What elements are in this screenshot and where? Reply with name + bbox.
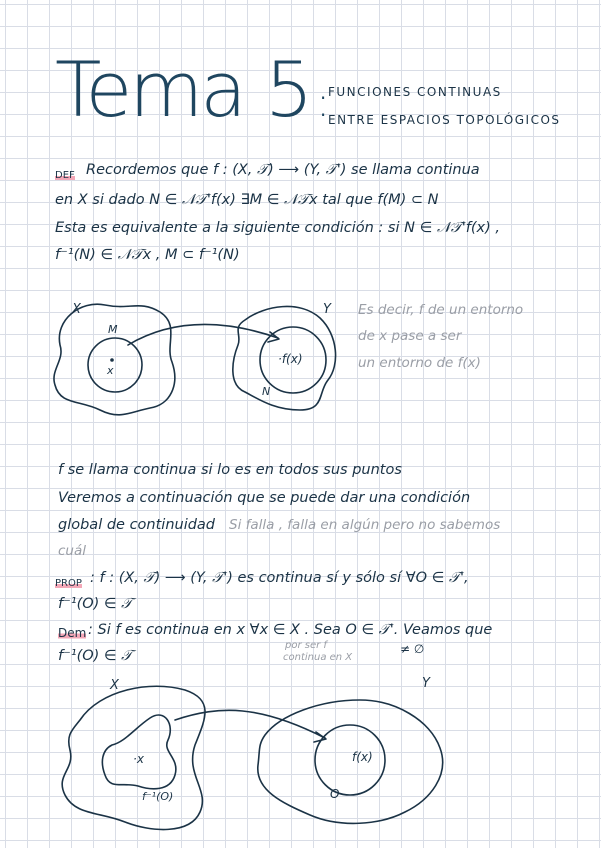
mapping-arrow-2 (175, 710, 325, 738)
global-line4-gray: cuál (58, 543, 87, 559)
label-space-x-2: X (110, 678, 119, 693)
label-space-y: Y (323, 302, 331, 317)
label-point-x: x (107, 364, 114, 377)
dem-tag: Dem (58, 626, 87, 640)
label-n: N (262, 385, 271, 398)
label-preimage: f⁻¹(O) (142, 790, 174, 803)
page-title: Tema 5 : (55, 45, 330, 134)
global-line3: global de continuidad Si falla , falla en algún pero no sabemos (58, 517, 501, 533)
neighborhood-m (88, 338, 142, 392)
def-line4: f⁻¹(N) ∈ 𝒩𝒯x , M ⊂ f⁻¹(N) (55, 247, 240, 263)
label-m: M (108, 323, 118, 336)
mapping-arrow-1 (128, 324, 278, 345)
space-y-blob-2 (258, 700, 443, 823)
subtitle-line1: FUNCIONES CONTINUAS (328, 85, 502, 99)
note-line3: un entorno de f(x) (358, 355, 481, 371)
def-tag: DEF (55, 170, 75, 181)
prop-line1: : f : (X, 𝒯) ⟶ (Y, 𝒯') es continua sí y sólo sí ∀O ∈ 𝒯', (90, 570, 469, 586)
global-line3-gray: Si falla , falla en algún pero no sabemos (229, 517, 501, 533)
prop-line2: f⁻¹(O) ∈ 𝒯 (58, 596, 133, 612)
label-fx: ·f(x) (278, 352, 303, 366)
subtitle-line2: ENTRE ESPACIOS TOPOLÓGICOS (328, 113, 561, 127)
def-line1: Recordemos que f : (X, 𝒯) ⟶ (Y, 𝒯') se llama continua (86, 162, 480, 178)
dem-line2: f⁻¹(O) ∈ 𝒯 (58, 648, 133, 664)
note-line2: de x pase a ser (358, 328, 462, 344)
dem-neq-empty: ≠ ∅ (400, 642, 425, 656)
label-fx-2: f(x) (352, 750, 373, 764)
dem-note-line2: continua en X (283, 652, 353, 663)
label-space-y-2: Y (422, 676, 430, 691)
def-line2: en X si dado N ∈ 𝒩𝒯'f(x) ∃M ∈ 𝒩𝒯x tal que f(M) ⊂ N (55, 192, 439, 208)
def-line3: Esta es equivalente a la siguiente condición : si N ∈ 𝒩𝒯'f(x) , (55, 220, 501, 236)
global-line1: f se llama continua si lo es en todos sus puntos (58, 462, 402, 478)
prop-tag: PROP (55, 578, 82, 589)
title-colon: : (316, 80, 330, 126)
open-set-o (315, 725, 385, 795)
space-x-blob (54, 304, 175, 415)
label-o: O (330, 787, 340, 801)
dem-line1: : Si f es continua en x ∀x ∈ X . Sea O ∈ 𝒯'. Veamos que (88, 622, 493, 638)
label-space-x: X (72, 302, 81, 317)
label-point-x-2: ·x (133, 752, 144, 766)
global-line2: Veremos a continuación que se puede dar una condición (58, 490, 471, 506)
dem-note-line1: por ser f (285, 640, 327, 651)
note-line1: Es decir, f de un entorno (358, 302, 524, 318)
